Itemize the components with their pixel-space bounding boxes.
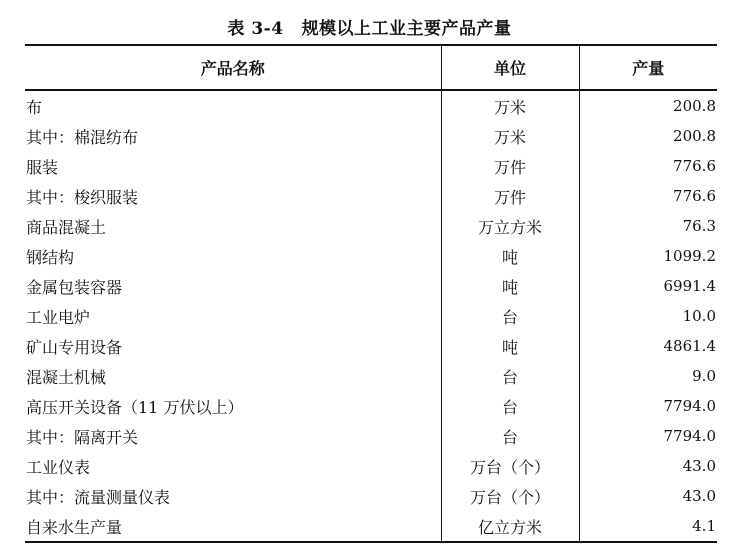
output-value-cell: 9.0 — [579, 361, 717, 391]
column-header-value: 产量 — [579, 45, 717, 90]
header-row — [25, 45, 717, 90]
output-value-cell: 1099.2 — [579, 241, 717, 271]
product-name-cell: 其中：棉混纺布 — [26, 127, 139, 147]
output-value-cell: 776.6 — [579, 181, 717, 211]
output-value-cell: 6991.4 — [579, 271, 717, 301]
output-value-cell: 76.3 — [579, 211, 717, 241]
product-name-cell: 工业电炉 — [26, 307, 91, 327]
product-name-cell: 其中：梭织服装 — [26, 187, 139, 207]
table-row — [25, 481, 717, 511]
output-value-cell: 7794.0 — [579, 421, 717, 451]
product-name-cell: 布 — [26, 97, 43, 117]
output-value-cell: 7794.0 — [579, 391, 717, 421]
product-name-cell: 其中：隔离开关 — [26, 427, 139, 447]
table-row — [25, 361, 717, 391]
product-name-cell: 钢结构 — [26, 247, 75, 267]
table-row — [25, 331, 717, 361]
table-row — [25, 271, 717, 301]
unit-cell: 台 — [441, 361, 579, 391]
table-body — [25, 90, 717, 542]
table-row — [25, 151, 717, 181]
product-name-cell: 金属包装容器 — [26, 277, 123, 297]
product-name-cell: 高压开关设备（11 万伏以上） — [26, 397, 244, 417]
output-value-cell: 4.1 — [579, 511, 717, 542]
product-name-cell: 工业仪表 — [26, 457, 91, 477]
unit-cell: 万立方米 — [441, 211, 579, 241]
table-row — [25, 301, 717, 331]
table-row — [25, 421, 717, 451]
output-value-cell: 776.6 — [579, 151, 717, 181]
output-value-cell: 10.0 — [579, 301, 717, 331]
unit-cell: 万件 — [441, 151, 579, 181]
product-name-cell: 服装 — [26, 157, 59, 177]
product-output-table — [25, 44, 717, 543]
product-name-cell: 矿山专用设备 — [26, 337, 123, 357]
unit-cell: 万件 — [441, 181, 579, 211]
table-row — [25, 241, 717, 271]
table-title — [0, 14, 739, 39]
output-value-cell: 200.8 — [579, 121, 717, 151]
product-name-cell: 商品混凝土 — [26, 217, 107, 237]
table-row — [25, 90, 717, 121]
output-value-cell: 43.0 — [579, 481, 717, 511]
product-name-cell: 自来水生产量 — [25, 511, 441, 542]
unit-cell: 万台（个） — [441, 481, 579, 511]
unit-cell: 万米 — [441, 121, 579, 151]
column-header-name: 产品名称 — [25, 45, 441, 90]
table-row — [25, 211, 717, 241]
table-row — [25, 181, 717, 211]
unit-cell: 台 — [441, 301, 579, 331]
table-header — [25, 45, 717, 90]
output-value-cell: 4861.4 — [579, 331, 717, 361]
unit-cell: 吨 — [441, 271, 579, 301]
unit-cell: 台 — [441, 421, 579, 451]
table-row — [25, 451, 717, 481]
table-row — [25, 511, 717, 542]
unit-cell: 吨 — [441, 241, 579, 271]
unit-cell: 万台（个） — [441, 451, 579, 481]
table-number: 表 3-4 — [227, 19, 284, 39]
output-value-cell: 43.0 — [579, 451, 717, 481]
unit-cell: 台 — [441, 391, 579, 421]
unit-cell: 亿立方米 — [441, 511, 579, 542]
column-header-unit: 单位 — [441, 45, 579, 90]
unit-cell: 吨 — [441, 331, 579, 361]
output-value-cell: 200.8 — [579, 90, 717, 121]
table-title-text: 规模以上工业主要产品产量 — [301, 19, 512, 39]
product-name-cell: 其中：流量测量仪表 — [26, 487, 171, 507]
table-row — [25, 121, 717, 151]
product-name-cell: 混凝土机械 — [26, 367, 107, 387]
unit-cell: 万米 — [441, 90, 579, 121]
table-row — [25, 391, 717, 421]
